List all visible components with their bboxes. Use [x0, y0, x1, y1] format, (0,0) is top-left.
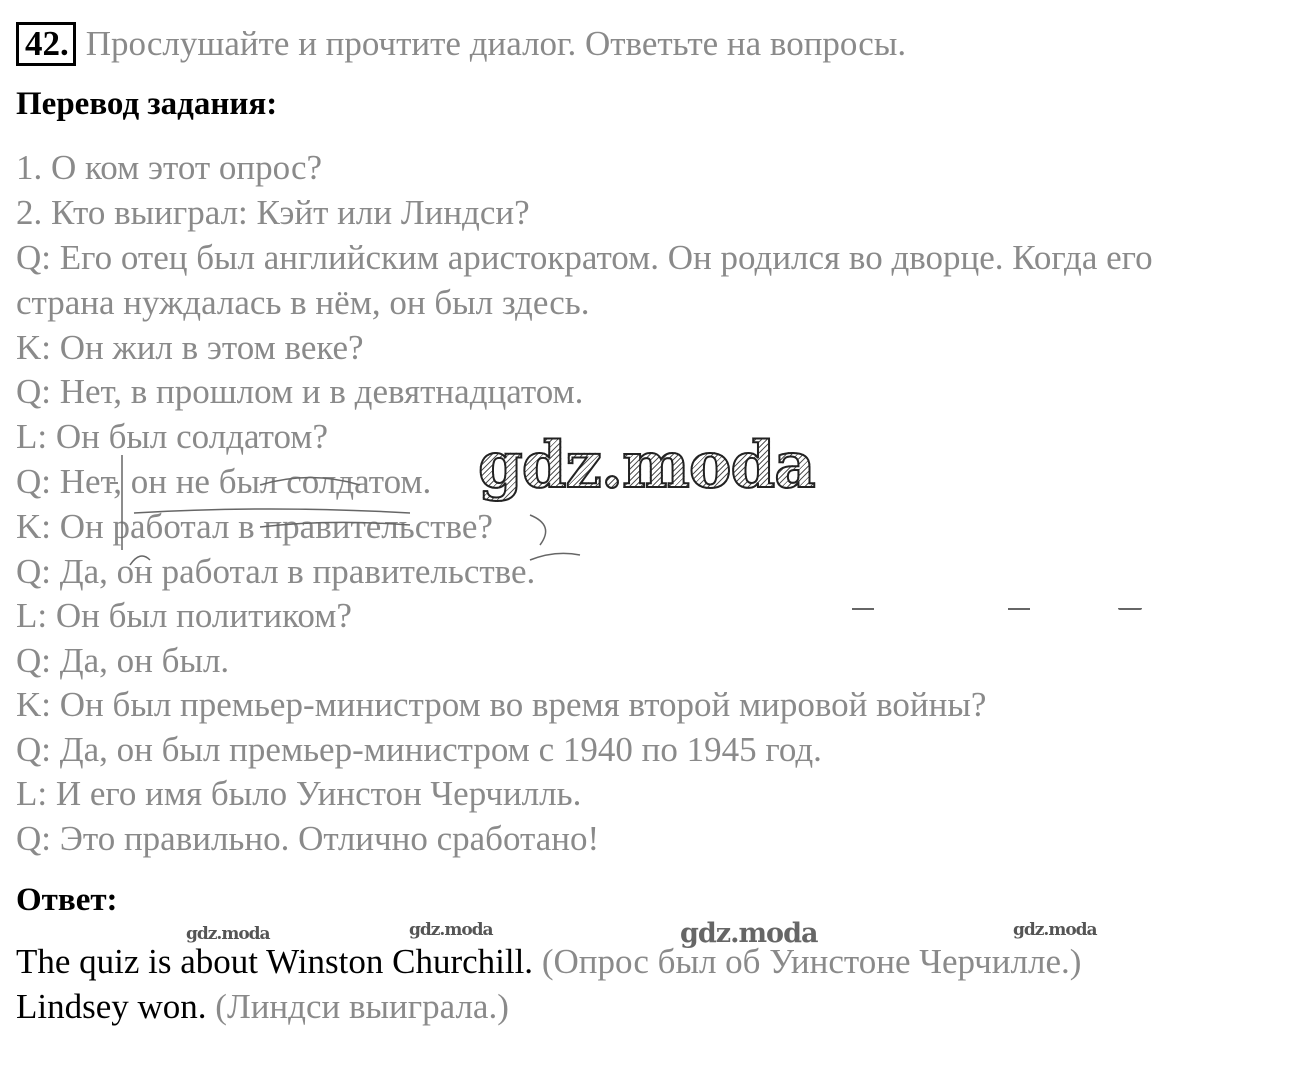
answer-english: The quiz is about Winston Churchill. — [16, 942, 534, 981]
watermark-logo: gdz.moda — [409, 920, 493, 940]
translation-line: Q: Да, он работал в правительстве. — [16, 552, 536, 591]
translation-line: L: Он был политиком? — [16, 596, 352, 635]
stray-dash — [1008, 608, 1030, 610]
watermark-logo: gdz.moda — [186, 924, 270, 944]
translation-line: 1. О ком этот опрос? — [16, 148, 323, 187]
watermark-logo: gdz.moda — [478, 428, 815, 503]
translation-line: Q: Нет, в прошлом и в девятнадцатом. — [16, 372, 584, 411]
translation-line: K: Он был премьер-министром во время второй мировой войны? — [16, 685, 987, 724]
translation-line: 2. Кто выиграл: Кэйт или Линдси? — [16, 193, 530, 232]
watermark-logo: gdz.moda — [1013, 920, 1097, 940]
translation-line: Q: Нет, он не был солдатом. — [16, 462, 432, 501]
translation-line: Q: Его отец был английским аристократом. Он родился во дворце. Когда его — [16, 238, 1153, 277]
translation-line: K: Он жил в этом веке? — [16, 328, 364, 367]
answer-russian: (Опрос был об Уинстоне Черчилле.) — [541, 942, 1082, 981]
task-instruction: Прослушайте и прочтите диалог. Ответьте на вопросы. — [85, 24, 907, 63]
answer-english: Lindsey won. — [16, 987, 207, 1026]
task-number: 42. — [16, 22, 76, 66]
translation-line: Q: Да, он был премьер-министром с 1940 по 1945 год. — [16, 730, 822, 769]
stray-dash — [1118, 608, 1142, 610]
translation-line: Q: Это правильно. Отлично сработано! — [16, 819, 600, 858]
translation-line: L: И его имя было Уинстон Черчилль. — [16, 774, 582, 813]
stray-dash — [852, 608, 874, 610]
answer-heading: Ответ: — [16, 882, 118, 918]
answer-russian: (Линдси выиграла.) — [215, 987, 509, 1026]
translation-line: страна нуждалась в нём, он был здесь. — [16, 283, 590, 322]
translation-line: K: Он работал в правительстве? — [16, 507, 493, 546]
task-header — [16, 22, 906, 68]
translation-line: L: Он был солдатом? — [16, 417, 328, 456]
translation-heading: Перевод задания: — [16, 86, 278, 122]
answer-line — [16, 940, 1081, 984]
translation-line: Q: Да, он был. — [16, 641, 230, 680]
answer-line — [16, 985, 509, 1029]
watermark-logo: gdz.moda — [680, 918, 818, 949]
